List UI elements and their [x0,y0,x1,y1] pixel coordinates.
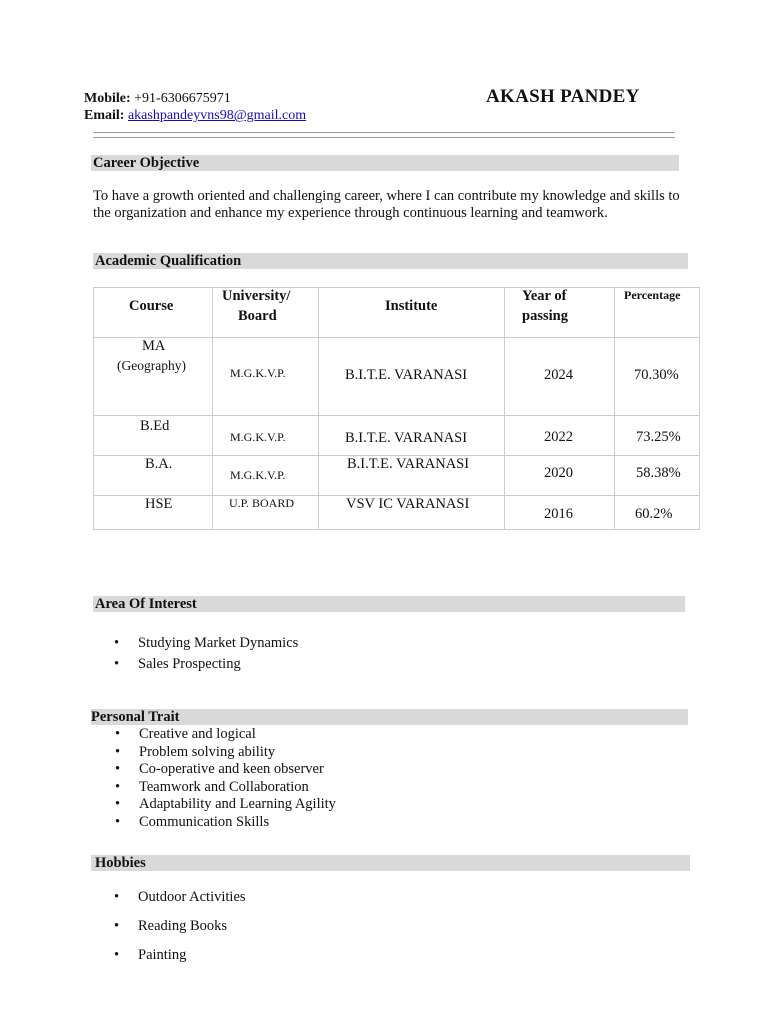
header-university-line2: Board [238,308,277,324]
header-year-line2: passing [522,308,568,324]
academic-heading: Academic Qualification [93,253,688,269]
percentage-cell: 60.2% [635,506,673,522]
candidate-name: AKASH PANDEY [486,86,640,107]
percentage-cell: 58.38% [636,465,681,481]
list-item: • Adaptability and Learning Agility [115,796,336,812]
header-university-line1: University/ [222,288,291,304]
year-cell: 2016 [544,506,573,522]
institute-cell: B.I.T.E. VARANASI [347,456,470,472]
header-year-line1: Year of [522,288,567,304]
course-cell: MA [142,338,166,354]
list-item: • Sales Prospecting [114,654,298,675]
institute-cell: B.I.T.E. VARANASI [345,430,468,446]
year-cell: 2022 [544,429,573,445]
header-divider-top [93,132,675,133]
mobile-line [84,90,231,107]
bullet-icon: • [114,635,120,651]
list-item: • Creative and logical [115,726,256,742]
percentage-cell: 73.25% [636,429,681,445]
percentage-cell: 70.30% [634,367,679,383]
table-row [94,496,700,530]
mobile-number: +91-6306675971 [134,91,231,106]
header-percentage: Percentage [624,288,681,302]
traits-heading: Personal Trait [91,709,688,725]
bullet-icon: • [115,743,121,760]
list-item: • Teamwork and Collaboration [115,778,309,795]
career-objective-text: To have a growth oriented and challenging career, where I can contribute my knowledge and skills to the organization and enhance my experience through continuous learning and teamwork. [93,188,680,221]
bullet-icon: • [114,947,120,963]
table-row [94,416,700,456]
course-cell: HSE [145,496,173,512]
board-cell: U.P. BOARD [229,496,295,510]
bullet-icon: • [115,726,121,742]
board-cell: M.G.K.V.P. [230,366,286,380]
email-link[interactable]: akashpandeyvns98@gmail.com [127,108,307,123]
table-header-row [94,288,700,338]
interest-list [114,633,298,675]
list-item: • Communication Skills [115,813,270,830]
email-label: Email: [84,108,125,123]
course-cell: B.Ed [140,418,170,434]
board-cell: M.G.K.V.P. [230,468,286,482]
academic-table [93,287,700,530]
table-row [94,456,700,496]
hobbies-heading: Hobbies [91,855,690,871]
header-course: Course [129,298,174,314]
institute-cell: VSV IC VARANASI [346,496,470,512]
list-item: • Problem solving ability [115,743,276,760]
list-item: • Co-operative and keen observer [115,761,324,777]
career-objective-heading: Career Objective [91,155,679,171]
list-item: • Reading Books [114,912,246,941]
hobbies-list [114,883,246,970]
list-item: • Painting [114,941,246,970]
table-row [94,338,700,416]
header-divider-bottom [93,137,675,138]
bullet-icon: • [115,796,121,812]
bullet-icon: • [115,778,121,795]
list-item: • Studying Market Dynamics [114,633,298,654]
institute-cell: B.I.T.E. VARANASI [345,367,468,383]
header-institute: Institute [385,298,438,314]
year-cell: 2024 [544,367,573,383]
bullet-icon: • [115,813,121,830]
bullet-icon: • [114,918,120,934]
bullet-icon: • [115,761,121,777]
traits-list [115,726,336,831]
course-cell: B.A. [145,456,173,472]
year-cell: 2020 [544,465,573,481]
mobile-label: Mobile: [84,91,131,106]
board-cell: M.G.K.V.P. [230,430,286,444]
list-item: • Outdoor Activities [114,883,246,912]
interest-heading: Area Of Interest [93,596,685,612]
bullet-icon: • [114,656,120,672]
bullet-icon: • [114,889,120,905]
email-line [84,107,306,124]
course-subtitle: (Geography) [117,358,186,373]
